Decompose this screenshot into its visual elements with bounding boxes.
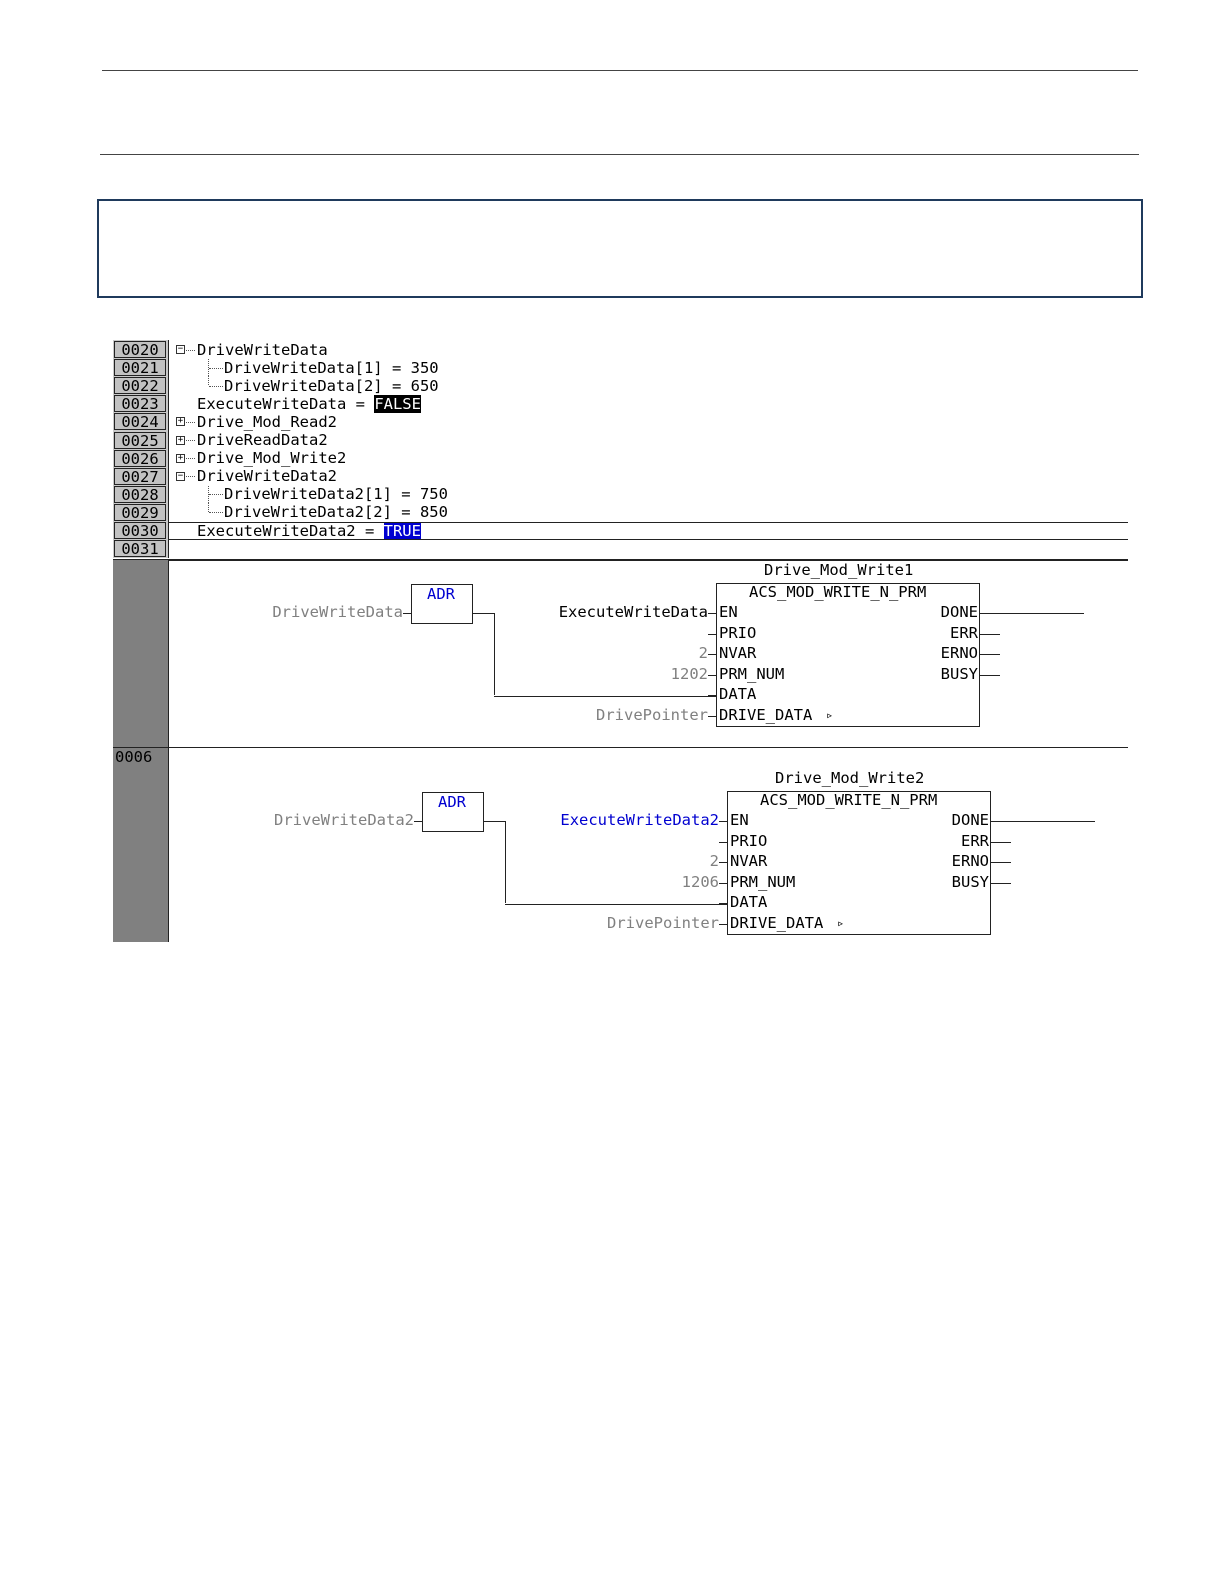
header-rule-top — [102, 70, 1138, 71]
fb-type-name: ACS_MOD_WRITE_N_PRM — [760, 791, 938, 809]
line-number: 0029 — [114, 504, 166, 521]
watch-expression: ExecuteWriteData = — [197, 394, 375, 413]
fb-output-pin: ERNO — [940, 644, 978, 662]
inout-arrow-icon: ▹ — [837, 916, 845, 930]
line-number: 0026 — [114, 450, 166, 467]
watch-expression: DriveWriteData[2] = 650 — [224, 376, 439, 395]
watch-expression: DriveWriteData2[1] = 750 — [224, 485, 448, 504]
tree-connector-icon — [208, 376, 209, 385]
prm-num-value: 1202 — [670, 665, 708, 683]
line-number: 0022 — [114, 377, 166, 394]
watch-expression: ExecuteWriteData2 = — [197, 521, 384, 540]
watch-row[interactable] — [197, 449, 346, 467]
wire — [980, 654, 1000, 655]
tree-connector-icon — [186, 476, 195, 477]
network-gutter-2 — [113, 748, 169, 942]
fb-instance-name: Drive_Mod_Write2 — [775, 769, 925, 787]
fb-output-pin: ERR — [961, 832, 989, 850]
fb-input-pin: NVAR — [719, 644, 757, 662]
fb-output-pin: DONE — [951, 811, 989, 829]
wire — [719, 821, 727, 822]
watch-row[interactable] — [224, 377, 439, 395]
fb-input-pin: PRM_NUM — [730, 873, 796, 891]
network-divider — [113, 559, 1128, 561]
fb-output-pin: BUSY — [940, 665, 978, 683]
watch-expression: DriveWriteData2[2] = 850 — [224, 503, 448, 522]
fb-type-name: ACS_MOD_WRITE_N_PRM — [749, 583, 927, 601]
wire — [991, 821, 1095, 822]
fb-output-pin: DONE — [940, 603, 978, 621]
fb-input-pin: DATA — [719, 685, 757, 703]
tree-connector-icon — [186, 350, 195, 351]
watch-value: FALSE — [374, 394, 421, 413]
network-gutter-1 — [113, 560, 169, 747]
watch-row[interactable] — [197, 522, 421, 540]
expand-icon[interactable]: + — [177, 452, 184, 463]
tree-connector-icon — [209, 386, 223, 387]
wire — [719, 924, 727, 925]
wire — [991, 883, 1011, 884]
fb-input-pin: NVAR — [730, 852, 768, 870]
note-box — [97, 199, 1143, 298]
watch-expression: DriveWriteData[1] = 350 — [224, 358, 439, 377]
codesys-editor-screenshot — [113, 340, 1128, 942]
wire — [708, 654, 716, 655]
wire — [414, 821, 422, 822]
tree-connector-icon — [208, 503, 209, 512]
wire — [719, 883, 727, 884]
watch-row[interactable] — [224, 359, 439, 377]
watch-expression: DriveWriteData2 — [197, 467, 337, 486]
tree-connector-icon — [186, 422, 195, 423]
tree-connector-icon — [186, 440, 195, 441]
fb-input-pin: DRIVE_DATA — [719, 706, 813, 724]
line-number: 0025 — [114, 432, 166, 449]
wire — [708, 634, 716, 635]
wire — [719, 903, 727, 904]
wire — [980, 675, 1000, 676]
wire — [980, 613, 1084, 614]
wire — [708, 716, 716, 717]
tree-connector-icon — [209, 512, 223, 513]
adr-input-variable: DriveWriteData2 — [274, 811, 414, 829]
wire — [708, 613, 716, 614]
adr-input-variable: DriveWriteData — [272, 603, 403, 621]
watch-row[interactable] — [224, 485, 448, 503]
watch-row[interactable] — [197, 413, 337, 431]
watch-row[interactable] — [197, 431, 328, 449]
adr-operator-label: ADR — [427, 585, 455, 603]
wire — [719, 862, 727, 863]
fb-input-pin: PRIO — [719, 624, 757, 642]
header-rule-bottom — [100, 154, 1139, 155]
collapse-icon[interactable]: − — [177, 344, 184, 354]
line-number: 0024 — [114, 413, 166, 430]
network-divider-2 — [113, 747, 1128, 748]
line-number: 0027 — [114, 468, 166, 485]
watch-value: TRUE — [383, 521, 421, 540]
wire — [494, 613, 495, 695]
nvar-value: 2 — [709, 852, 719, 870]
fb-input-pin: PRIO — [730, 832, 768, 850]
watch-expression: DriveReadData2 — [197, 431, 328, 449]
watch-expression: Drive_Mod_Write2 — [197, 449, 347, 468]
line-number: 0023 — [114, 395, 166, 412]
fb-output-pin: ERR — [950, 624, 978, 642]
watch-row[interactable] — [197, 341, 328, 359]
line-number: 0028 — [114, 486, 166, 503]
fb-input-pin: EN — [719, 603, 738, 621]
watch-row[interactable] — [197, 467, 337, 485]
line-number: 0020 — [114, 341, 166, 358]
collapse-icon[interactable]: − — [177, 470, 184, 481]
prm-num-value: 1206 — [681, 873, 719, 891]
watch-expression: Drive_Mod_Read2 — [197, 412, 337, 431]
selected-row-top-border — [168, 522, 1128, 523]
expand-icon[interactable]: + — [177, 434, 184, 445]
fb-instance-name: Drive_Mod_Write1 — [764, 561, 914, 579]
tree-connector-icon — [186, 458, 195, 459]
wire — [403, 613, 411, 614]
fb-output-pin: BUSY — [951, 873, 989, 891]
fb-input-pin: PRM_NUM — [719, 665, 785, 683]
en-variable: ExecuteWriteData2 — [560, 811, 719, 829]
watch-row[interactable] — [197, 395, 421, 413]
watch-row[interactable] — [224, 503, 448, 521]
selected-row-bottom-border — [168, 539, 1128, 540]
watch-expression: DriveWriteData — [197, 340, 328, 359]
inout-arrow-icon: ▹ — [826, 708, 834, 722]
drive-data-variable: DrivePointer — [607, 914, 719, 932]
network-number: 0006 — [115, 748, 153, 766]
wire — [708, 675, 716, 676]
en-variable: ExecuteWriteData — [558, 603, 708, 621]
wire — [484, 821, 506, 822]
fb-input-pin: EN — [730, 811, 749, 829]
wire — [505, 821, 506, 903]
wire — [719, 842, 727, 843]
wire — [505, 904, 727, 905]
fb-input-pin: DRIVE_DATA — [730, 914, 824, 932]
wire — [494, 696, 716, 697]
fb-output-pin: ERNO — [951, 852, 989, 870]
adr-operator-label: ADR — [438, 793, 466, 811]
wire — [991, 862, 1011, 863]
tree-connector-icon — [209, 494, 223, 495]
line-number: 0030 — [114, 522, 166, 539]
drive-data-variable: DrivePointer — [596, 706, 708, 724]
nvar-value: 2 — [698, 644, 708, 662]
expand-icon[interactable]: + — [177, 416, 184, 427]
wire — [991, 842, 1011, 843]
wire — [980, 634, 1000, 635]
line-number: 0021 — [114, 359, 166, 376]
wire — [708, 695, 716, 696]
line-number: 0031 — [114, 540, 166, 557]
tree-connector-icon — [209, 368, 223, 369]
wire — [473, 613, 495, 614]
fb-input-pin: DATA — [730, 893, 768, 911]
